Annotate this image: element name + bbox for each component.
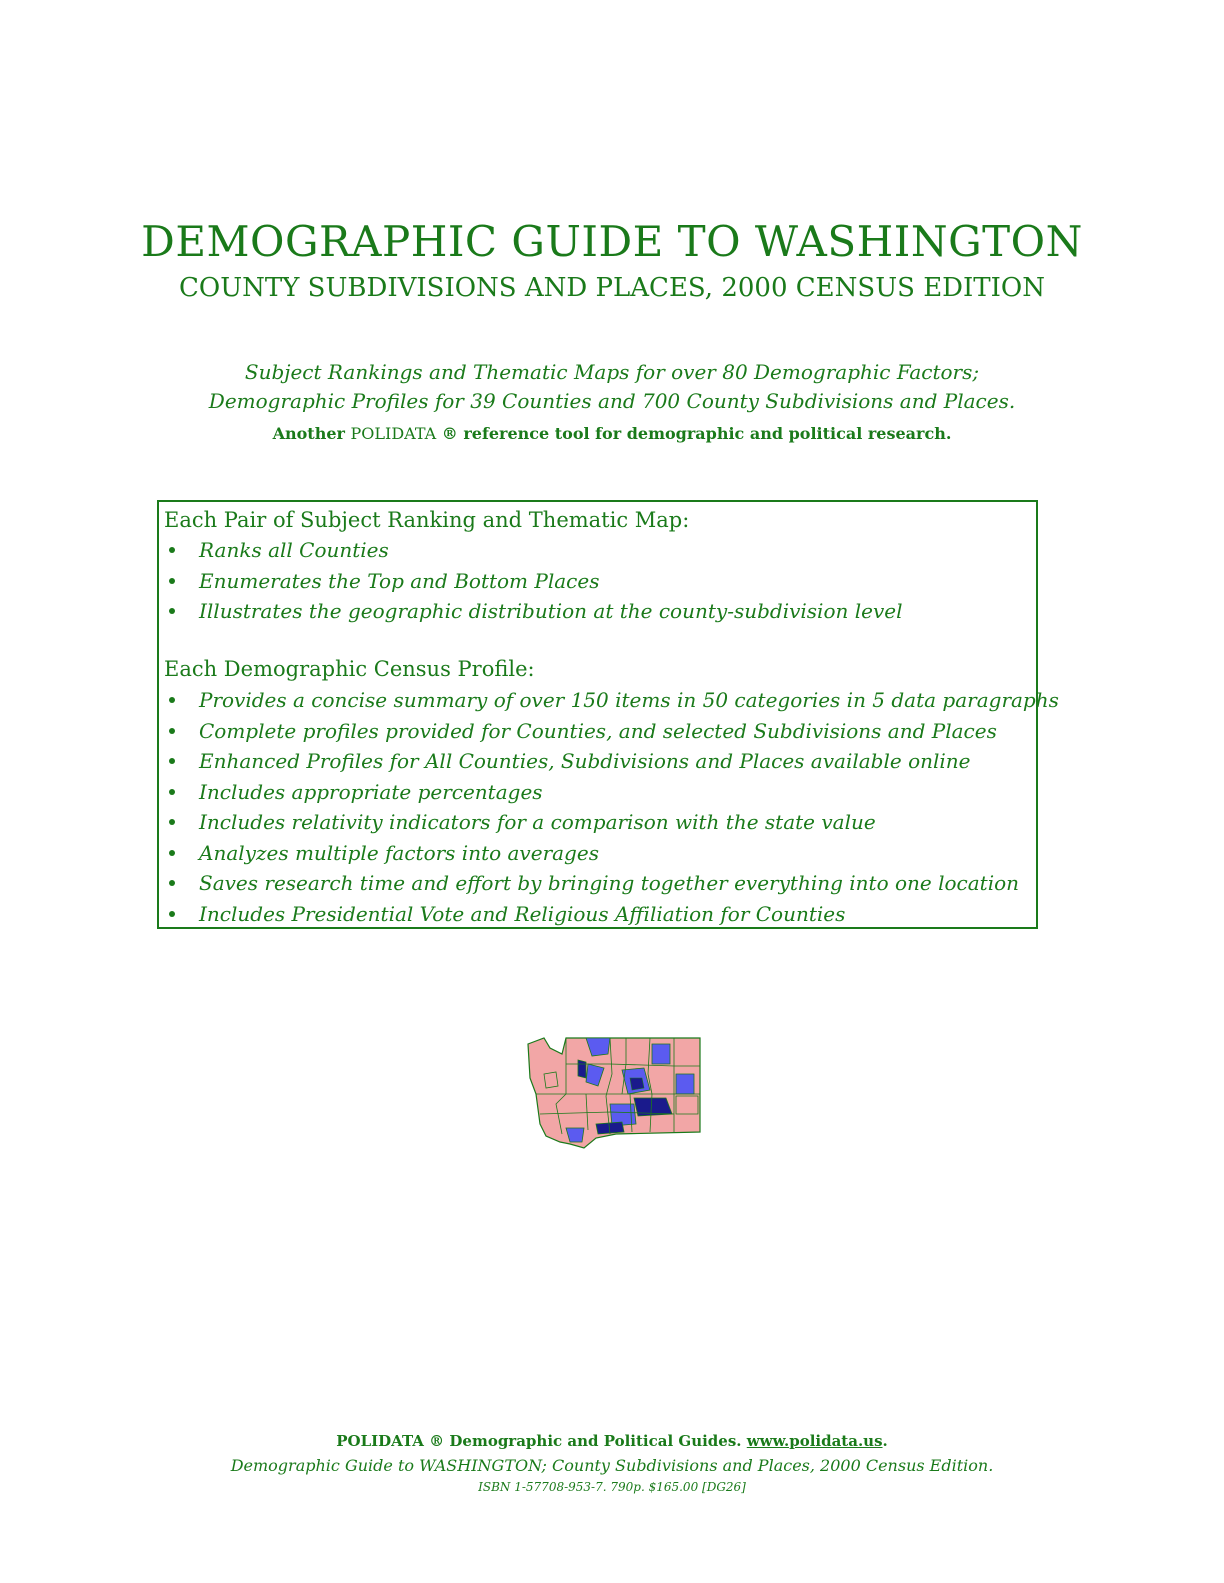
bullet-icon	[169, 758, 175, 764]
polidata-link[interactable]: www.polidata.us	[746, 1432, 883, 1450]
tagline-line-1: Subject Rankings and Thematic Maps for over 80 Demographic Factors;	[244, 360, 980, 384]
bullet-icon	[169, 819, 175, 825]
footer-line-2: Demographic Guide to WASHINGTON; County Subdivisions and Places, 2000 Census Edition.	[230, 1456, 994, 1475]
bullet-icon	[169, 728, 175, 734]
bullet-icon	[169, 911, 175, 917]
section2-heading: Each Demographic Census Profile:	[164, 657, 535, 681]
footer-publisher: POLIDATA ® Demographic and Political Guides.	[336, 1432, 742, 1450]
tagline-line-2: Demographic Profiles for 39 Counties and 700 County Subdivisions and Places.	[208, 389, 1016, 413]
tagline-prefix: Another	[272, 424, 345, 443]
bullet-icon	[169, 608, 175, 614]
bullet-icon	[169, 880, 175, 886]
footer-line-1	[0, 1431, 1224, 1451]
section1-heading: Each Pair of Subject Ranking and Thematic Map:	[164, 508, 690, 532]
page-subtitle: COUNTY SUBDIVISIONS AND PLACES, 2000 CENSUS EDITION	[179, 273, 1045, 303]
tagline-suffix: ® reference tool for demographic and political research.	[441, 424, 952, 443]
bullet-icon	[169, 850, 175, 856]
polidata-brand: POLIDATA	[350, 424, 437, 443]
bullet-icon	[169, 578, 175, 584]
bullet-icon	[169, 547, 175, 553]
footer-period: .	[882, 1432, 888, 1450]
bullet-icon	[169, 697, 175, 703]
footer-line-3: ISBN 1-57708-953-7. 790p. $165.00 [DG26]	[478, 1480, 746, 1494]
page-title: DEMOGRAPHIC GUIDE TO WASHINGTON	[141, 217, 1083, 266]
tagline-line-3	[0, 420, 1224, 448]
washington-map-icon	[526, 1034, 702, 1152]
bullet-icon	[169, 789, 175, 795]
features-box: Each Pair of Subject Ranking and Thematic Map: Ranks all Counties Enumerates the Top and Bottom Places Illustrates the geographic distribution at the county-subdivision level Each Demographic Census Profile: Provides a concise summary of over 150 items in 50 categories in 5 data paragraphs Complete profiles provided for Counties, and selected Subdivisions and Places Enhanced Profiles for All Counties, Subdivisions and Places available online Includes appropriate percentages Includes relativity indicators for a comparison with the state value Analyzes multiple factors into averages Saves research time and effort by bringing together everything into one location Includes Presidential Vote and Religious Affiliation for Counties	[157, 500, 1038, 929]
